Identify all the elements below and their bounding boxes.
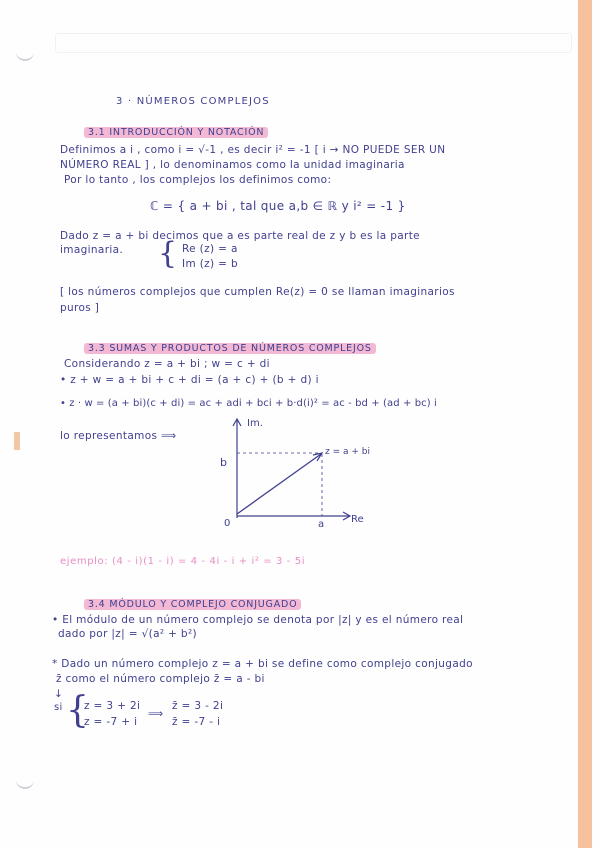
text-line: • El módulo de un número complejo se denota por |z| y es el número real bbox=[52, 614, 464, 626]
si-label: si bbox=[54, 702, 63, 713]
text-line: Dado z = a + bi decimos que a es parte real de z y b es la parte bbox=[60, 230, 420, 242]
vector-line bbox=[237, 454, 321, 514]
header-band bbox=[55, 33, 572, 53]
modulus-formula: dado por |z| = √(a² + b²) bbox=[58, 628, 197, 640]
set-formula: ℂ = { a + bi , tal que a,b ∈ ℝ y i² = -1 } bbox=[150, 199, 406, 213]
text-line: imaginaria. bbox=[60, 244, 124, 256]
real-part: Re (z) = a bbox=[182, 243, 238, 255]
edge-tab bbox=[14, 432, 20, 450]
text-line: lo representamos ⟹ bbox=[60, 430, 177, 442]
section-heading bbox=[84, 598, 301, 610]
binder-hole bbox=[16, 50, 34, 61]
im-label: Im. bbox=[247, 418, 263, 429]
text-line: Considerando z = a + bi ; w = c + di bbox=[64, 358, 270, 370]
implies-icon: ⟹ bbox=[148, 708, 164, 720]
product-formula: • z · w = (a + bi)(c + di) = ac + adi + bci + b·d(i)² = ac - bd + (ad + bc) i bbox=[60, 398, 437, 409]
page-title: 3 · NÚMEROS COMPLEJOS bbox=[116, 96, 270, 107]
text-line: puros ] bbox=[60, 302, 100, 314]
sum-formula: • z + w = a + bi + c + di = (a + c) + (b + d) i bbox=[60, 374, 319, 386]
section-heading-text: 3.1 INTRODUCCIÓN Y NOTACIÓN bbox=[84, 127, 268, 138]
section-heading-text: 3.3 SUMAS Y PRODUCTOS DE NÚMEROS COMPLEJOS bbox=[84, 343, 376, 354]
arrow-down-icon: ↓ bbox=[54, 688, 64, 700]
section-heading-text: 3.4 MÓDULO Y COMPLEJO CONJUGADO bbox=[84, 599, 301, 610]
binder-hole bbox=[16, 778, 34, 789]
section-heading bbox=[84, 126, 268, 138]
text-line: Definimos a i , como i = √-1 , es decir i² = -1 [ i → NO PUEDE SER UN bbox=[60, 144, 446, 156]
re-label: Re bbox=[351, 514, 364, 525]
text-line: NÚMERO REAL ] , lo denominamos como la unidad imaginaria bbox=[60, 159, 405, 171]
example-z2: z = -7 + i bbox=[84, 716, 138, 728]
origin-label: 0 bbox=[224, 518, 231, 529]
imaginary-part: Im (z) = b bbox=[182, 258, 239, 270]
example-z1-conjugate: z̄ = 3 - 2i bbox=[172, 700, 224, 712]
a-label: a bbox=[318, 519, 325, 530]
text-line: z̄ como el número complejo z̄ = a - bi bbox=[56, 673, 265, 685]
b-label: b bbox=[220, 456, 227, 469]
section-heading bbox=[84, 342, 376, 354]
text-line: [ los números complejos que cumplen Re(z) = 0 se llaman imaginarios bbox=[60, 286, 455, 298]
example-line: ejemplo: (4 - i)(1 - i) = 4 - 4i - i + i² = 3 - 5i bbox=[60, 556, 306, 567]
brace: { bbox=[66, 690, 89, 731]
brace: { bbox=[158, 236, 178, 271]
example-z2-conjugate: z̄ = -7 - i bbox=[172, 716, 221, 728]
complex-plane-diagram bbox=[200, 406, 380, 536]
page-edge-strip bbox=[578, 0, 592, 848]
example-z1: z = 3 + 2i bbox=[84, 700, 141, 712]
text-line: Por lo tanto , los complejos los definimos como: bbox=[64, 174, 332, 186]
text-line: * Dado un número complejo z = a + bi se define como complejo conjugado bbox=[52, 658, 473, 670]
point-label: z = a + bi bbox=[325, 447, 370, 457]
